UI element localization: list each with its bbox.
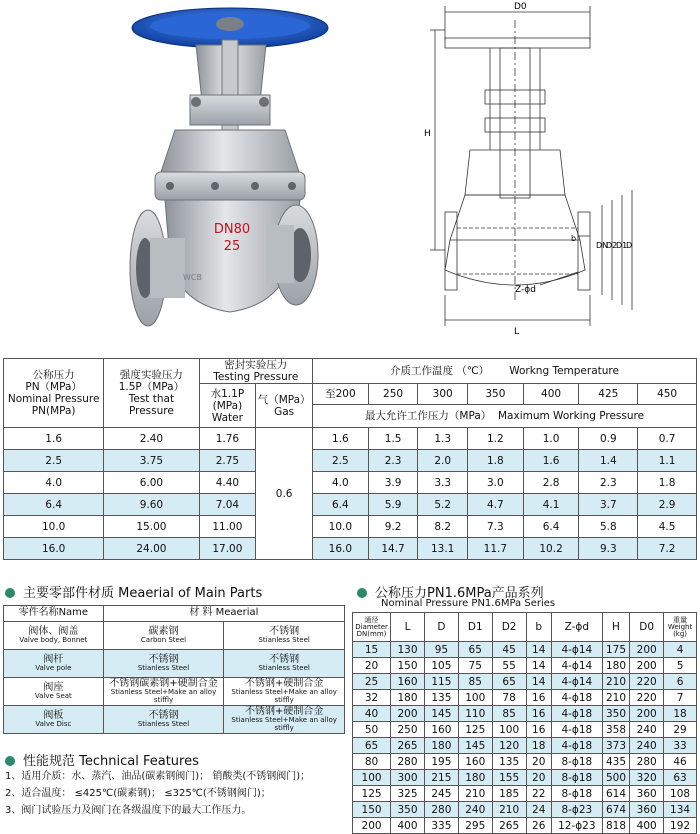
series-cell: 200 [630,642,664,658]
series-cell: 50 [353,722,391,738]
series-cell: 210 [458,786,492,802]
feature-line: 2、适合温度： ≤425℃(碳素钢)； ≤325℃(不锈钢阀门)； [5,788,271,799]
series-cell: 65 [353,738,391,754]
strength-cell: 9.60 [104,494,199,516]
series-cell: 300 [391,770,425,786]
series-cell: 20 [526,754,551,770]
material-cell: 不锈钢 Stianless Steel [103,706,224,734]
series-row [353,674,697,690]
series-cell: 220 [630,674,664,690]
temp-col: 400 [523,384,579,405]
series-row [353,706,697,722]
series-cell: 210 [602,674,630,690]
material-row [4,622,345,650]
max-pressure-cell: 1.3 [418,428,468,450]
max-pressure-cell: 1.4 [579,450,638,472]
series-cell: 85 [458,674,492,690]
material-row [4,650,345,678]
series-cell: 400 [630,818,664,834]
series-cell: 160 [424,722,458,738]
temp-col: 300 [418,384,468,405]
pn-cell: 16.0 [4,538,104,560]
series-cell: 8-ϕ18 [551,770,602,786]
series-cell: 674 [602,802,630,818]
max-pressure-cell: 5.9 [368,494,418,516]
series-col-header: D1 [458,613,492,642]
weight-header: 重量 Weight (kg) [664,613,697,642]
series-cell: 78 [492,690,526,706]
series-cell: 160 [458,754,492,770]
series-cell: 5 [664,658,697,674]
series-cell: 125 [353,786,391,802]
series-cell: 14 [526,674,551,690]
series-cell: 150 [391,658,425,674]
max-pressure-cell: 2.9 [638,494,697,516]
series-cell: 8-ϕ23 [551,802,602,818]
water-cell: 11.00 [199,516,256,538]
series-cell: 350 [391,802,425,818]
material-row [4,678,345,706]
series-cell: 160 [391,674,425,690]
pressure-row [4,516,697,538]
series-cell: 210 [602,690,630,706]
series-cell: 175 [602,642,630,658]
pressure-row [4,450,697,472]
material-cell: 不锈钢 Stianless Steel [103,650,224,678]
series-heading: 公称压力PN1.6MPa产品系列 [357,582,544,601]
series-row [353,738,697,754]
temp-col: 至200 [313,384,369,405]
pressure-row [4,494,697,516]
series-cell: 55 [492,658,526,674]
series-row [353,818,697,834]
pn-cell: 10.0 [4,516,104,538]
series-cell: 130 [391,642,425,658]
z-phid-label: Z-ϕd [515,285,536,295]
series-col-header: L [391,613,425,642]
gas-cell: 0.6 [256,428,313,560]
max-pressure-cell: 3.7 [579,494,638,516]
max-pressure-cell: 2.0 [418,450,468,472]
max-pressure-cell: 2.3 [368,450,418,472]
valve-dimension-diagram [350,0,700,350]
series-cell: 4-ϕ18 [551,738,602,754]
max-pressure-cell: 4.1 [523,494,579,516]
series-table [352,612,697,834]
series-cell: 100 [353,770,391,786]
max-pressure-cell: 7.3 [468,516,524,538]
series-cell: 200 [630,706,664,722]
series-cell: 4-ϕ14 [551,674,602,690]
d0-label: D0 [514,2,527,12]
series-cell: 295 [458,818,492,834]
series-row [353,722,697,738]
series-cell: 16 [526,706,551,722]
max-pressure-cell: 2.8 [523,472,579,494]
series-cell: 435 [602,754,630,770]
temp-col: 350 [468,384,524,405]
series-cell: 4-ϕ14 [551,658,602,674]
part-name-header: 零件名称Name [4,606,104,622]
series-row [353,770,697,786]
seal-test-header: 密封实验压力 Testing Pressure [199,359,312,384]
pn-cell: 4.0 [4,472,104,494]
series-cell: 180 [424,738,458,754]
series-row [353,754,697,770]
max-pressure-cell: 5.2 [418,494,468,516]
h-label: H [424,129,431,139]
part-cell: 阀杆 Valve pole [4,650,104,678]
max-pressure-cell: 4.0 [313,472,369,494]
series-cell: 14 [526,642,551,658]
water-cell: 1.76 [199,428,256,450]
series-cell: 18 [664,706,697,722]
series-cell: 155 [492,770,526,786]
feature-line: 1、适用介质：水、蒸汽、油品(碳素钢阀门)； 销酸类(不锈钢阀门)； [5,771,311,782]
max-pressure-cell: 1.1 [638,450,697,472]
max-pressure-cell: 13.1 [418,538,468,560]
material-cell: 不锈钢+硬制合金 Stianless Steel+Make an alloy stiffly [224,678,345,706]
series-cell: 200 [353,818,391,834]
temperature-header: 介质工作温度 （℃） Workng Temperature [313,359,697,384]
series-cell: 110 [458,706,492,722]
d-label: D [626,241,633,250]
series-cell: 63 [664,770,697,786]
pn-cell: 1.6 [4,428,104,450]
max-pressure-cell: 1.0 [523,428,579,450]
bullet-icon [5,756,15,766]
series-cell: 7 [664,690,697,706]
series-col-header: Z-ϕd [551,613,602,642]
max-pressure-cell: 10.2 [523,538,579,560]
series-subtitle: Nominal Pressure PN1.6MPa Series [381,598,556,609]
material-cell: 碳素钢 Carbon Steel [103,622,224,650]
series-cell: 280 [391,754,425,770]
series-cell: 240 [630,738,664,754]
series-cell: 265 [492,818,526,834]
max-pressure-cell: 9.3 [579,538,638,560]
series-cell: 350 [602,706,630,722]
series-cell: 358 [602,722,630,738]
series-cell: 150 [353,802,391,818]
gas-header: 气（MPa） Gas [256,384,313,428]
series-cell: 75 [458,658,492,674]
series-cell: 614 [602,786,630,802]
max-pressure-cell: 9.2 [368,516,418,538]
series-cell: 16 [526,722,551,738]
features-list [5,768,310,819]
series-cell: 200 [630,658,664,674]
series-cell: 135 [492,754,526,770]
pressure-row [4,472,697,494]
material-row [4,706,345,734]
valve-photo [0,0,350,350]
series-row [353,690,697,706]
series-cell: 335 [424,818,458,834]
series-cell: 240 [458,802,492,818]
max-pressure-cell: 8.2 [418,516,468,538]
series-cell: 22 [526,786,551,802]
series-cell: 195 [424,754,458,770]
part-cell: 阀板 Valve Disc [4,706,104,734]
max-pressure-cell: 16.0 [313,538,369,560]
series-cell: 400 [391,818,425,834]
series-cell: 45 [492,642,526,658]
series-cell: 65 [492,674,526,690]
pressure-row [4,538,697,560]
strength-cell: 3.75 [104,450,199,472]
series-cell: 360 [630,802,664,818]
pressure-marking: 25 [223,239,241,254]
dn-header: 通径 Diameter DN(mm) [353,613,391,642]
max-pressure-cell: 6.4 [523,516,579,538]
max-pressure-cell: 3.0 [468,472,524,494]
max-pressure-cell: 10.0 [313,516,369,538]
nominal-pressure-header: 公称压力 PN（MPa） Nominal Pressure PN(MPa) [4,359,104,428]
series-cell: 185 [492,786,526,802]
series-cell: 29 [664,722,697,738]
pressure-row [4,428,697,450]
temp-col: 250 [368,384,418,405]
series-cell: 14 [526,658,551,674]
series-cell: 24 [526,802,551,818]
series-cell: 100 [458,690,492,706]
series-cell: 215 [424,770,458,786]
series-cell: 32 [353,690,391,706]
series-cell: 25 [353,674,391,690]
series-cell: 85 [492,706,526,722]
water-cell: 7.04 [199,494,256,516]
series-cell: 33 [664,738,697,754]
water-cell: 17.00 [199,538,256,560]
series-cell: 192 [664,818,697,834]
series-cell: 8-ϕ18 [551,786,602,802]
series-cell: 200 [391,706,425,722]
materials-table [3,605,345,734]
pn-cell: 2.5 [4,450,104,472]
series-cell: 145 [424,706,458,722]
water-cell: 4.40 [199,472,256,494]
series-cell: 95 [424,642,458,658]
series-cell: 240 [630,722,664,738]
max-pressure-cell: 2.3 [579,472,638,494]
series-cell: 20 [353,658,391,674]
series-col-header: H [602,613,630,642]
temp-col: 425 [579,384,638,405]
max-pressure-cell: 14.7 [368,538,418,560]
max-pressure-cell: 1.6 [523,450,579,472]
series-cell: 145 [458,738,492,754]
series-cell: 4-ϕ18 [551,706,602,722]
series-cell: 250 [391,722,425,738]
series-cell: 134 [664,802,697,818]
max-pressure-cell: 5.8 [579,516,638,538]
material-cell: 不锈钢碳素钢+硬制合金 Stianless Steel+Make an alloy stiffly [103,678,224,706]
series-cell: 180 [391,690,425,706]
max-pressure-header: 最大允许工作压力（MPa） Maximum Working Pressure [313,405,697,428]
max-pressure-cell: 1.5 [368,428,418,450]
max-pressure-cell: 6.4 [313,494,369,516]
series-cell: 373 [602,738,630,754]
series-cell: 16 [526,690,551,706]
series-cell: 40 [353,706,391,722]
wcb-marking: WCB [183,273,202,282]
series-cell: 115 [424,674,458,690]
max-pressure-cell: 1.8 [468,450,524,472]
series-cell: 280 [424,802,458,818]
strength-test-header: 强度实验压力 1.5P（MPa） Test that Pressure [104,359,199,428]
water-cell: 2.75 [199,450,256,472]
series-cell: 125 [458,722,492,738]
series-row [353,658,697,674]
dimension-drawing [350,0,700,350]
temp-col: 450 [638,384,697,405]
water-header: 水1.1P (MPa) Water [199,384,256,428]
series-row [353,642,697,658]
series-cell: 500 [602,770,630,786]
b-label: b [571,234,577,243]
max-pressure-cell: 1.6 [313,428,369,450]
bullet-icon [5,588,15,598]
series-cell: 180 [458,770,492,786]
series-cell: 4-ϕ18 [551,722,602,738]
features-heading: 性能规范 Technical Features [5,750,199,769]
series-cell: 4-ϕ18 [551,690,602,706]
max-pressure-cell: 4.5 [638,516,697,538]
series-cell: 4-ϕ14 [551,642,602,658]
strength-cell: 2.40 [104,428,199,450]
strength-cell: 6.00 [104,472,199,494]
material-cell: 不锈钢 Stianless Steel [224,650,345,678]
series-cell: 135 [424,690,458,706]
series-cell: 8-ϕ18 [551,754,602,770]
d1-label: D1 [616,241,628,250]
series-col-header: D2 [492,613,526,642]
materials-heading: 主要零部件材质 Meaerial of Main Parts [5,582,262,601]
material-cell: 不锈钢 Stianless Steel [224,622,345,650]
l-label: L [514,327,520,337]
part-cell: 阀座 Valve Seat [4,678,104,706]
series-cell: 6 [664,674,697,690]
max-pressure-cell: 1.2 [468,428,524,450]
max-pressure-cell: 2.5 [313,450,369,472]
series-cell: 80 [353,754,391,770]
d2-label: D2 [606,241,618,250]
dn-marking: DN80 [213,222,251,237]
series-row [353,802,697,818]
series-cell: 105 [424,658,458,674]
strength-cell: 24.00 [104,538,199,560]
part-cell: 阀体、阀盖 Valve body, Bonnet [4,622,104,650]
pressure-table [3,358,697,560]
series-cell: 320 [630,770,664,786]
gate-valve-illustration [0,0,350,350]
series-col-header: D0 [630,613,664,642]
material-cell: 不锈钢+硬制合金 Stianless Steel+Make an alloy stiffly [224,706,345,734]
max-pressure-cell: 1.8 [638,472,697,494]
series-cell: 818 [602,818,630,834]
bullet-icon [357,588,367,598]
series-cell: 65 [458,642,492,658]
max-pressure-cell: 11.7 [468,538,524,560]
pn-cell: 6.4 [4,494,104,516]
series-cell: 325 [391,786,425,802]
max-pressure-cell: 0.9 [579,428,638,450]
series-cell: 180 [602,658,630,674]
series-cell: 20 [526,770,551,786]
series-col-header: D [424,613,458,642]
max-pressure-cell: 7.2 [638,538,697,560]
feature-line: 3、阀门试验压力及阀门在各级温度下的最大工作压力。 [5,805,252,816]
series-col-header: b [526,613,551,642]
max-pressure-cell: 0.7 [638,428,697,450]
series-cell: 46 [664,754,697,770]
max-pressure-cell: 3.3 [418,472,468,494]
series-cell: 26 [526,818,551,834]
series-cell: 108 [664,786,697,802]
max-pressure-cell: 3.9 [368,472,418,494]
series-cell: 120 [492,738,526,754]
strength-cell: 15.00 [104,516,199,538]
series-row [353,786,697,802]
series-cell: 245 [424,786,458,802]
material-header: 材 料 Meaerial [103,606,344,622]
series-cell: 210 [492,802,526,818]
series-cell: 100 [492,722,526,738]
series-cell: 18 [526,738,551,754]
series-cell: 265 [391,738,425,754]
series-cell: 280 [630,754,664,770]
series-cell: 15 [353,642,391,658]
series-cell: 4 [664,642,697,658]
dn-label: DN [596,241,609,250]
max-pressure-cell: 4.7 [468,494,524,516]
series-cell: 360 [630,786,664,802]
series-cell: 220 [630,690,664,706]
series-cell: 12-ϕ23 [551,818,602,834]
